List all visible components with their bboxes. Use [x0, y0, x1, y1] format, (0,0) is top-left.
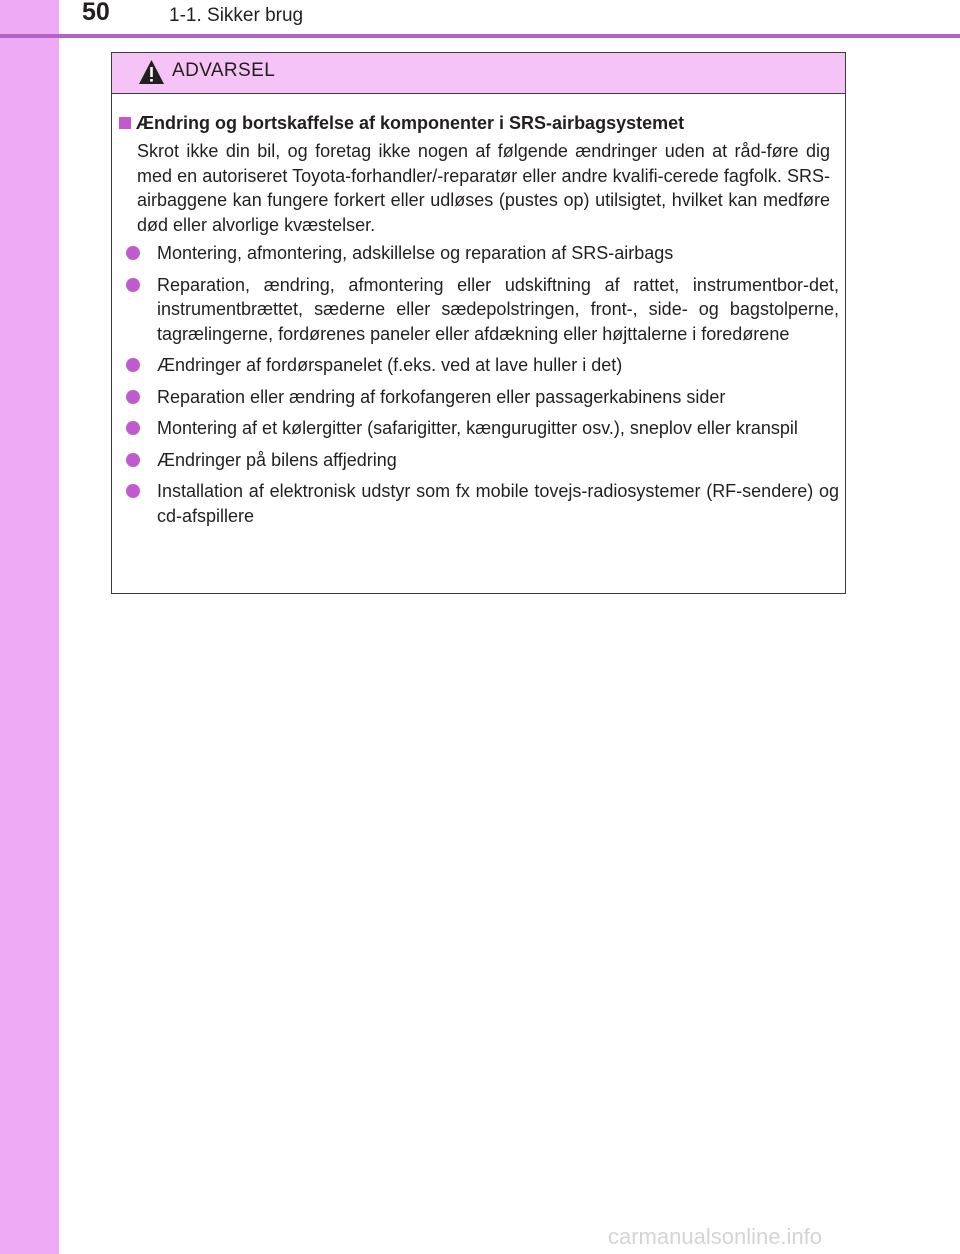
- list-item: [126, 448, 839, 473]
- list-item: [126, 385, 839, 410]
- list-item: [126, 479, 839, 528]
- warning-heading-text: Ændring og bortskaffelse af komponenter i SRS-airbagsystemet: [136, 113, 685, 133]
- warning-intro: Skrot ikke din bil, og foretag ikke nogen af følgende ændringer uden at råd-føre dig med en autoriseret Toyota-forhandler/-reparatør eller andre kvalifi-cerede fagfolk. SRS-airbaggene kan fungere forkert eller udløses (pustes op) utilsigtet, hvilket kan medføre død eller alvorlige kvæstelser.: [137, 141, 830, 235]
- side-band: [0, 0, 59, 1254]
- list-item-text: Ændringer på bilens affjedring: [157, 449, 397, 470]
- header-divider: [0, 34, 960, 38]
- bullet-dot-icon: [126, 453, 140, 467]
- bullet-dot-icon: [126, 484, 140, 498]
- warning-box: [111, 52, 846, 594]
- warning-list: [126, 241, 839, 535]
- list-item-text: Installation af elektronisk udstyr som fx mobile tovejs-radiosystemer (RF-sendere) og cd-afspillere: [157, 481, 839, 526]
- list-item-text: Reparation, ændring, afmontering eller udskiftning af rattet, instrumentbor-det, instrumentbrættet, sæderne eller sædepolstringen, front-, side- og bagstolperne, tagrælingerne, fordørenes paneler eller afdækning eller højttalerne i foredørene: [157, 274, 839, 344]
- bullet-dot-icon: [126, 278, 140, 292]
- list-item-text: Reparation eller ændring af forkofangeren eller passagerkabinens sider: [157, 386, 726, 407]
- list-item: [126, 416, 839, 441]
- watermark: carmanualsonline.info: [608, 1224, 823, 1249]
- bullet-dot-icon: [126, 358, 140, 372]
- list-item-text: Montering af et kølergitter (safarigitter, kængurugitter osv.), sneplov eller kranspil: [157, 418, 798, 438]
- warning-triangle-icon: [138, 59, 165, 85]
- list-item: [126, 241, 839, 266]
- warning-heading: [119, 111, 684, 135]
- list-item-text: Montering, afmontering, adskillelse og reparation af SRS-airbags: [157, 243, 674, 263]
- section-title: 1-1. Sikker brug: [169, 5, 304, 26]
- bullet-dot-icon: [126, 421, 140, 435]
- bullet-dot-icon: [126, 246, 140, 260]
- page-number: 50: [82, 0, 110, 26]
- list-item: [126, 353, 839, 378]
- square-bullet-icon: [119, 117, 131, 129]
- list-item-text: Ændringer af fordørspanelet (f.eks. ved at lave huller i det): [157, 355, 623, 375]
- bullet-dot-icon: [126, 390, 140, 404]
- warning-header: [112, 53, 845, 94]
- list-item: [126, 273, 839, 347]
- warning-label: ADVARSEL: [172, 60, 276, 81]
